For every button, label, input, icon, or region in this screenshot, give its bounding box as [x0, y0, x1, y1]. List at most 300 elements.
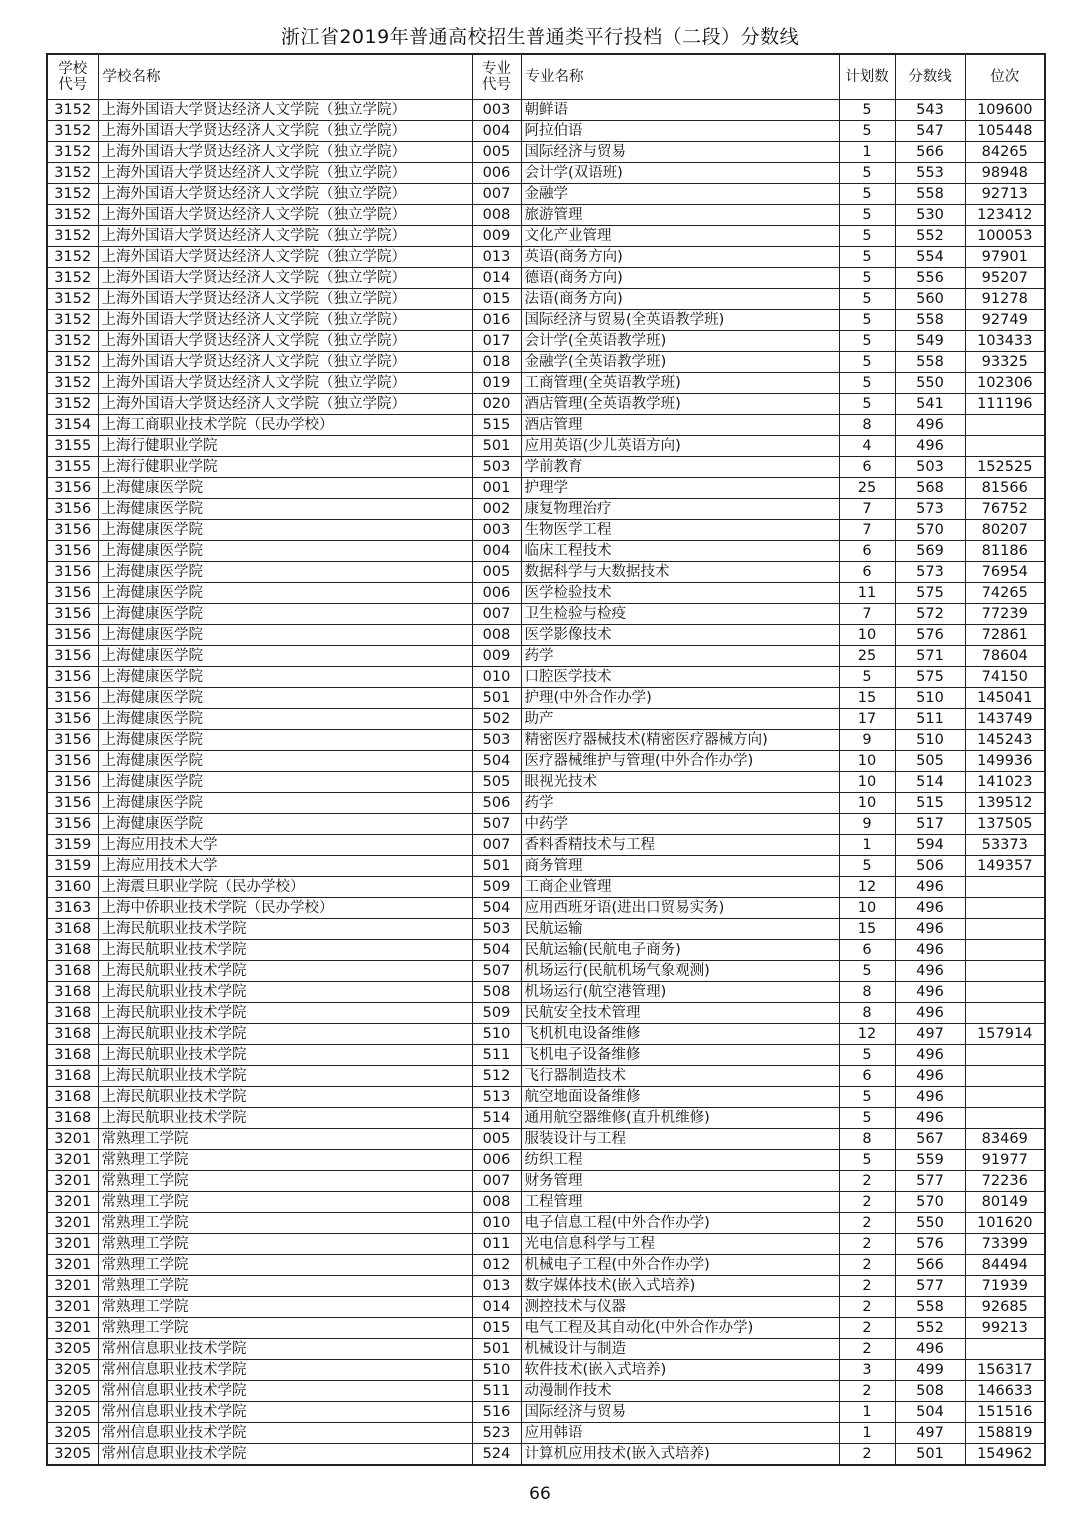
cell-school-code: 3156	[47, 709, 98, 730]
cell-school-code: 3168	[47, 982, 98, 1003]
table-row	[47, 499, 1045, 520]
table-row	[47, 373, 1045, 394]
cell-school-code: 3152	[47, 310, 98, 331]
cell-major-code: 008	[472, 1192, 521, 1213]
cell-plan: 2	[839, 1381, 895, 1402]
cell-major-code: 501	[472, 1339, 521, 1360]
cell-rank: 93325	[965, 352, 1045, 373]
cell-school-code: 3205	[47, 1360, 98, 1381]
table-row	[47, 1444, 1045, 1466]
cell-school-code: 3205	[47, 1423, 98, 1444]
table-row	[47, 898, 1045, 919]
cell-school-name: 上海震旦职业学院（民办学校）	[98, 877, 472, 898]
cell-plan: 12	[839, 1024, 895, 1045]
cell-major-code: 505	[472, 772, 521, 793]
cell-plan: 10	[839, 793, 895, 814]
table-row	[47, 1318, 1045, 1339]
cell-major-name: 财务管理	[521, 1171, 839, 1192]
cell-school-code: 3201	[47, 1129, 98, 1150]
cell-plan: 2	[839, 1255, 895, 1276]
col-school-code	[47, 54, 98, 100]
cell-major-code: 019	[472, 373, 521, 394]
cell-school-code: 3156	[47, 772, 98, 793]
cell-school-code: 3168	[47, 961, 98, 982]
cell-score: 517	[895, 814, 965, 835]
cell-major-name: 应用西班牙语(进出口贸易实务)	[521, 898, 839, 919]
cell-rank	[965, 961, 1045, 982]
cell-major-name: 英语(商务方向)	[521, 247, 839, 268]
cell-school-name: 上海外国语大学贤达经济人文学院（独立学院）	[98, 205, 472, 226]
cell-major-code: 511	[472, 1045, 521, 1066]
table-row	[47, 394, 1045, 415]
cell-major-name: 服装设计与工程	[521, 1129, 839, 1150]
cell-school-code: 3156	[47, 730, 98, 751]
cell-major-code: 512	[472, 1066, 521, 1087]
table-row	[47, 1234, 1045, 1255]
cell-rank: 100053	[965, 226, 1045, 247]
cell-school-name: 常州信息职业技术学院	[98, 1423, 472, 1444]
cell-school-code: 3168	[47, 1003, 98, 1024]
cell-plan: 5	[839, 1150, 895, 1171]
cell-rank: 74265	[965, 583, 1045, 604]
cell-score: 570	[895, 520, 965, 541]
cell-plan: 5	[839, 163, 895, 184]
cell-score: 552	[895, 1318, 965, 1339]
major-code-header-line1: 专业	[482, 61, 511, 77]
cell-score: 575	[895, 667, 965, 688]
cell-rank: 81186	[965, 541, 1045, 562]
cell-rank	[965, 898, 1045, 919]
cell-rank	[965, 1108, 1045, 1129]
cell-school-name: 上海民航职业技术学院	[98, 982, 472, 1003]
col-school-name: 学校名称	[98, 54, 472, 100]
cell-major-code: 007	[472, 835, 521, 856]
cell-major-code: 504	[472, 940, 521, 961]
cell-major-name: 临床工程技术	[521, 541, 839, 562]
cell-score: 496	[895, 982, 965, 1003]
cell-rank: 145243	[965, 730, 1045, 751]
cell-school-name: 上海民航职业技术学院	[98, 1024, 472, 1045]
cell-school-name: 上海外国语大学贤达经济人文学院（独立学院）	[98, 394, 472, 415]
cell-school-name: 上海外国语大学贤达经济人文学院（独立学院）	[98, 373, 472, 394]
admission-score-table	[46, 53, 1046, 1466]
cell-major-name: 精密医疗器械技术(精密医疗器械方向)	[521, 730, 839, 751]
table-row	[47, 1402, 1045, 1423]
cell-major-name: 商务管理	[521, 856, 839, 877]
cell-score: 496	[895, 919, 965, 940]
col-major-code	[472, 54, 521, 100]
cell-major-code: 006	[472, 583, 521, 604]
cell-school-code: 3152	[47, 142, 98, 163]
cell-major-name: 应用英语(少儿英语方向)	[521, 436, 839, 457]
cell-school-code: 3156	[47, 688, 98, 709]
cell-score: 496	[895, 877, 965, 898]
cell-school-code: 3163	[47, 898, 98, 919]
cell-major-name: 机械电子工程(中外合作办学)	[521, 1255, 839, 1276]
table-row	[47, 646, 1045, 667]
cell-school-code: 3156	[47, 751, 98, 772]
cell-rank: 149357	[965, 856, 1045, 877]
cell-rank: 76954	[965, 562, 1045, 583]
table-header-row	[47, 54, 1045, 100]
cell-school-code: 3152	[47, 268, 98, 289]
cell-school-name: 上海健康医学院	[98, 625, 472, 646]
cell-school-name: 常熟理工学院	[98, 1255, 472, 1276]
cell-plan: 8	[839, 415, 895, 436]
cell-score: 566	[895, 1255, 965, 1276]
cell-score: 506	[895, 856, 965, 877]
table-row	[47, 457, 1045, 478]
cell-score: 543	[895, 100, 965, 121]
cell-rank: 105448	[965, 121, 1045, 142]
table-row	[47, 751, 1045, 772]
cell-plan: 7	[839, 520, 895, 541]
cell-rank: 141023	[965, 772, 1045, 793]
cell-rank: 98948	[965, 163, 1045, 184]
cell-school-name: 上海健康医学院	[98, 562, 472, 583]
table-row	[47, 835, 1045, 856]
cell-major-name: 医学影像技术	[521, 625, 839, 646]
cell-major-code: 012	[472, 1255, 521, 1276]
cell-plan: 5	[839, 226, 895, 247]
cell-major-code: 513	[472, 1087, 521, 1108]
cell-plan: 5	[839, 1108, 895, 1129]
cell-rank: 80149	[965, 1192, 1045, 1213]
cell-major-name: 德语(商务方向)	[521, 268, 839, 289]
cell-school-code: 3156	[47, 583, 98, 604]
cell-rank: 156317	[965, 1360, 1045, 1381]
table-row	[47, 562, 1045, 583]
cell-school-name: 上海外国语大学贤达经济人文学院（独立学院）	[98, 121, 472, 142]
cell-school-code: 3156	[47, 667, 98, 688]
cell-score: 503	[895, 457, 965, 478]
cell-school-name: 常州信息职业技术学院	[98, 1402, 472, 1423]
cell-rank: 139512	[965, 793, 1045, 814]
cell-school-code: 3205	[47, 1402, 98, 1423]
table-row	[47, 1045, 1045, 1066]
cell-plan: 15	[839, 919, 895, 940]
cell-major-name: 医疗器械维护与管理(中外合作办学)	[521, 751, 839, 772]
cell-major-code: 515	[472, 415, 521, 436]
cell-school-code: 3156	[47, 646, 98, 667]
cell-rank	[965, 436, 1045, 457]
cell-score: 552	[895, 226, 965, 247]
cell-major-name: 机场运行(航空港管理)	[521, 982, 839, 1003]
cell-plan: 10	[839, 898, 895, 919]
cell-major-name: 数据科学与大数据技术	[521, 562, 839, 583]
table-row	[47, 1024, 1045, 1045]
cell-major-code: 008	[472, 205, 521, 226]
cell-school-code: 3152	[47, 163, 98, 184]
cell-major-name: 光电信息科学与工程	[521, 1234, 839, 1255]
table-body	[47, 100, 1045, 1466]
cell-plan: 12	[839, 877, 895, 898]
table-row	[47, 856, 1045, 877]
cell-school-name: 上海健康医学院	[98, 646, 472, 667]
cell-major-code: 503	[472, 730, 521, 751]
cell-score: 515	[895, 793, 965, 814]
table-row	[47, 1423, 1045, 1444]
table-row	[47, 1003, 1045, 1024]
cell-plan: 9	[839, 814, 895, 835]
cell-score: 576	[895, 625, 965, 646]
cell-plan: 5	[839, 121, 895, 142]
cell-score: 496	[895, 1087, 965, 1108]
table-row	[47, 730, 1045, 751]
cell-plan: 8	[839, 1129, 895, 1150]
cell-school-code: 3152	[47, 184, 98, 205]
cell-school-code: 3201	[47, 1171, 98, 1192]
cell-school-code: 3159	[47, 856, 98, 877]
cell-school-code: 3156	[47, 604, 98, 625]
cell-school-code: 3156	[47, 814, 98, 835]
cell-score: 510	[895, 730, 965, 751]
cell-major-code: 504	[472, 751, 521, 772]
cell-school-code: 3152	[47, 289, 98, 310]
cell-major-code: 009	[472, 646, 521, 667]
table-row	[47, 583, 1045, 604]
cell-school-name: 上海健康医学院	[98, 709, 472, 730]
cell-score: 496	[895, 1003, 965, 1024]
cell-score: 566	[895, 142, 965, 163]
cell-school-name: 常熟理工学院	[98, 1318, 472, 1339]
cell-plan: 5	[839, 856, 895, 877]
cell-major-name: 助产	[521, 709, 839, 730]
cell-rank: 143749	[965, 709, 1045, 730]
cell-major-code: 005	[472, 1129, 521, 1150]
cell-school-name: 上海民航职业技术学院	[98, 940, 472, 961]
cell-school-name: 上海民航职业技术学院	[98, 1108, 472, 1129]
cell-major-code: 504	[472, 898, 521, 919]
cell-score: 558	[895, 310, 965, 331]
table-row	[47, 310, 1045, 331]
cell-school-code: 3156	[47, 541, 98, 562]
cell-major-name: 会计学(双语班)	[521, 163, 839, 184]
cell-score: 549	[895, 331, 965, 352]
cell-school-code: 3168	[47, 1087, 98, 1108]
cell-score: 504	[895, 1402, 965, 1423]
cell-rank: 84494	[965, 1255, 1045, 1276]
cell-major-code: 005	[472, 142, 521, 163]
cell-school-name: 上海民航职业技术学院	[98, 1003, 472, 1024]
cell-major-code: 006	[472, 163, 521, 184]
cell-major-code: 503	[472, 457, 521, 478]
cell-score: 558	[895, 352, 965, 373]
cell-school-code: 3205	[47, 1381, 98, 1402]
cell-plan: 2	[839, 1444, 895, 1466]
cell-major-name: 动漫制作技术	[521, 1381, 839, 1402]
cell-school-name: 常熟理工学院	[98, 1192, 472, 1213]
table-row	[47, 1192, 1045, 1213]
table-row	[47, 478, 1045, 499]
table-row	[47, 1108, 1045, 1129]
cell-major-name: 朝鲜语	[521, 100, 839, 121]
cell-school-name: 常熟理工学院	[98, 1171, 472, 1192]
cell-plan: 15	[839, 688, 895, 709]
cell-major-name: 生物医学工程	[521, 520, 839, 541]
cell-major-name: 酒店管理(全英语教学班)	[521, 394, 839, 415]
cell-rank: 71939	[965, 1276, 1045, 1297]
cell-major-code: 507	[472, 814, 521, 835]
cell-score: 577	[895, 1171, 965, 1192]
cell-plan: 5	[839, 247, 895, 268]
table-row	[47, 793, 1045, 814]
cell-rank: 145041	[965, 688, 1045, 709]
cell-major-code: 508	[472, 982, 521, 1003]
cell-major-code: 006	[472, 1150, 521, 1171]
cell-major-name: 法语(商务方向)	[521, 289, 839, 310]
cell-major-name: 会计学(全英语教学班)	[521, 331, 839, 352]
cell-school-code: 3201	[47, 1255, 98, 1276]
cell-school-code: 3152	[47, 373, 98, 394]
cell-major-name: 旅游管理	[521, 205, 839, 226]
cell-school-name: 上海外国语大学贤达经济人文学院（独立学院）	[98, 100, 472, 121]
cell-school-name: 常熟理工学院	[98, 1276, 472, 1297]
cell-major-name: 机械设计与制造	[521, 1339, 839, 1360]
cell-rank: 99213	[965, 1318, 1045, 1339]
cell-rank	[965, 415, 1045, 436]
cell-rank	[965, 919, 1045, 940]
cell-plan: 5	[839, 667, 895, 688]
cell-school-name: 上海健康医学院	[98, 583, 472, 604]
cell-major-name: 民航运输(民航电子商务)	[521, 940, 839, 961]
table-row	[47, 415, 1045, 436]
table-row	[47, 1087, 1045, 1108]
cell-score: 573	[895, 499, 965, 520]
cell-score: 505	[895, 751, 965, 772]
cell-major-code: 503	[472, 919, 521, 940]
table-row	[47, 352, 1045, 373]
cell-plan: 9	[839, 730, 895, 751]
cell-major-code: 013	[472, 247, 521, 268]
school-code-header-line2: 代号	[58, 77, 88, 93]
cell-major-code: 003	[472, 100, 521, 121]
cell-major-name: 学前教育	[521, 457, 839, 478]
cell-score: 550	[895, 1213, 965, 1234]
cell-score: 550	[895, 373, 965, 394]
cell-school-code: 3201	[47, 1213, 98, 1234]
cell-major-code: 001	[472, 478, 521, 499]
cell-rank: 73399	[965, 1234, 1045, 1255]
cell-major-name: 飞机电子设备维修	[521, 1045, 839, 1066]
cell-school-code: 3160	[47, 877, 98, 898]
cell-plan: 8	[839, 982, 895, 1003]
cell-plan: 5	[839, 184, 895, 205]
cell-major-name: 通用航空器维修(直升机维修)	[521, 1108, 839, 1129]
cell-major-code: 007	[472, 1171, 521, 1192]
table-row	[47, 289, 1045, 310]
cell-major-code: 509	[472, 1003, 521, 1024]
cell-major-code: 016	[472, 310, 521, 331]
cell-score: 496	[895, 415, 965, 436]
cell-school-code: 3152	[47, 247, 98, 268]
cell-school-name: 常州信息职业技术学院	[98, 1339, 472, 1360]
table-row	[47, 625, 1045, 646]
cell-score: 568	[895, 478, 965, 499]
cell-plan: 1	[839, 1402, 895, 1423]
cell-plan: 6	[839, 541, 895, 562]
table-row	[47, 1276, 1045, 1297]
table-row	[47, 163, 1045, 184]
cell-school-name: 上海健康医学院	[98, 814, 472, 835]
cell-school-code: 3168	[47, 1108, 98, 1129]
cell-major-code: 015	[472, 289, 521, 310]
table-row	[47, 1360, 1045, 1381]
cell-rank: 111196	[965, 394, 1045, 415]
cell-school-name: 上海健康医学院	[98, 751, 472, 772]
cell-plan: 2	[839, 1318, 895, 1339]
cell-major-name: 药学	[521, 793, 839, 814]
cell-plan: 10	[839, 751, 895, 772]
cell-rank: 72861	[965, 625, 1045, 646]
cell-plan: 4	[839, 436, 895, 457]
cell-school-name: 上海行健职业学院	[98, 436, 472, 457]
cell-rank: 80207	[965, 520, 1045, 541]
table-row	[47, 961, 1045, 982]
cell-major-code: 014	[472, 1297, 521, 1318]
cell-school-name: 上海外国语大学贤达经济人文学院（独立学院）	[98, 142, 472, 163]
cell-score: 570	[895, 1192, 965, 1213]
cell-school-name: 上海健康医学院	[98, 478, 472, 499]
cell-school-name: 上海外国语大学贤达经济人文学院（独立学院）	[98, 310, 472, 331]
cell-score: 508	[895, 1381, 965, 1402]
cell-score: 554	[895, 247, 965, 268]
cell-plan: 10	[839, 772, 895, 793]
cell-major-name: 香料香精技术与工程	[521, 835, 839, 856]
cell-school-code: 3201	[47, 1297, 98, 1318]
cell-school-code: 3152	[47, 226, 98, 247]
col-rank: 位次	[965, 54, 1045, 100]
cell-major-name: 飞行器制造技术	[521, 1066, 839, 1087]
cell-major-code: 516	[472, 1402, 521, 1423]
cell-rank: 74150	[965, 667, 1045, 688]
cell-rank	[965, 877, 1045, 898]
school-code-header-line1: 学校	[58, 61, 88, 77]
cell-major-name: 工商管理(全英语教学班)	[521, 373, 839, 394]
cell-rank: 103433	[965, 331, 1045, 352]
cell-score: 496	[895, 961, 965, 982]
table-row	[47, 1381, 1045, 1402]
cell-school-name: 上海健康医学院	[98, 688, 472, 709]
cell-major-name: 康复物理治疗	[521, 499, 839, 520]
cell-school-code: 3168	[47, 1045, 98, 1066]
cell-school-code: 3201	[47, 1150, 98, 1171]
cell-major-name: 测控技术与仪器	[521, 1297, 839, 1318]
cell-major-name: 电气工程及其自动化(中外合作办学)	[521, 1318, 839, 1339]
cell-plan: 6	[839, 940, 895, 961]
cell-school-code: 3168	[47, 1066, 98, 1087]
cell-major-code: 502	[472, 709, 521, 730]
cell-major-name: 护理学	[521, 478, 839, 499]
cell-major-name: 文化产业管理	[521, 226, 839, 247]
cell-rank: 101620	[965, 1213, 1045, 1234]
table-row	[47, 436, 1045, 457]
cell-plan: 6	[839, 457, 895, 478]
cell-plan: 5	[839, 352, 895, 373]
cell-rank: 83469	[965, 1129, 1045, 1150]
cell-school-name: 上海健康医学院	[98, 520, 472, 541]
table-row	[47, 1213, 1045, 1234]
cell-plan: 5	[839, 100, 895, 121]
cell-major-code: 005	[472, 562, 521, 583]
table-row	[47, 814, 1045, 835]
cell-school-code: 3156	[47, 499, 98, 520]
cell-school-code: 3168	[47, 919, 98, 940]
cell-plan: 2	[839, 1171, 895, 1192]
page-number: 66	[529, 1484, 551, 1504]
cell-rank: 91977	[965, 1150, 1045, 1171]
cell-school-name: 上海外国语大学贤达经济人文学院（独立学院）	[98, 268, 472, 289]
